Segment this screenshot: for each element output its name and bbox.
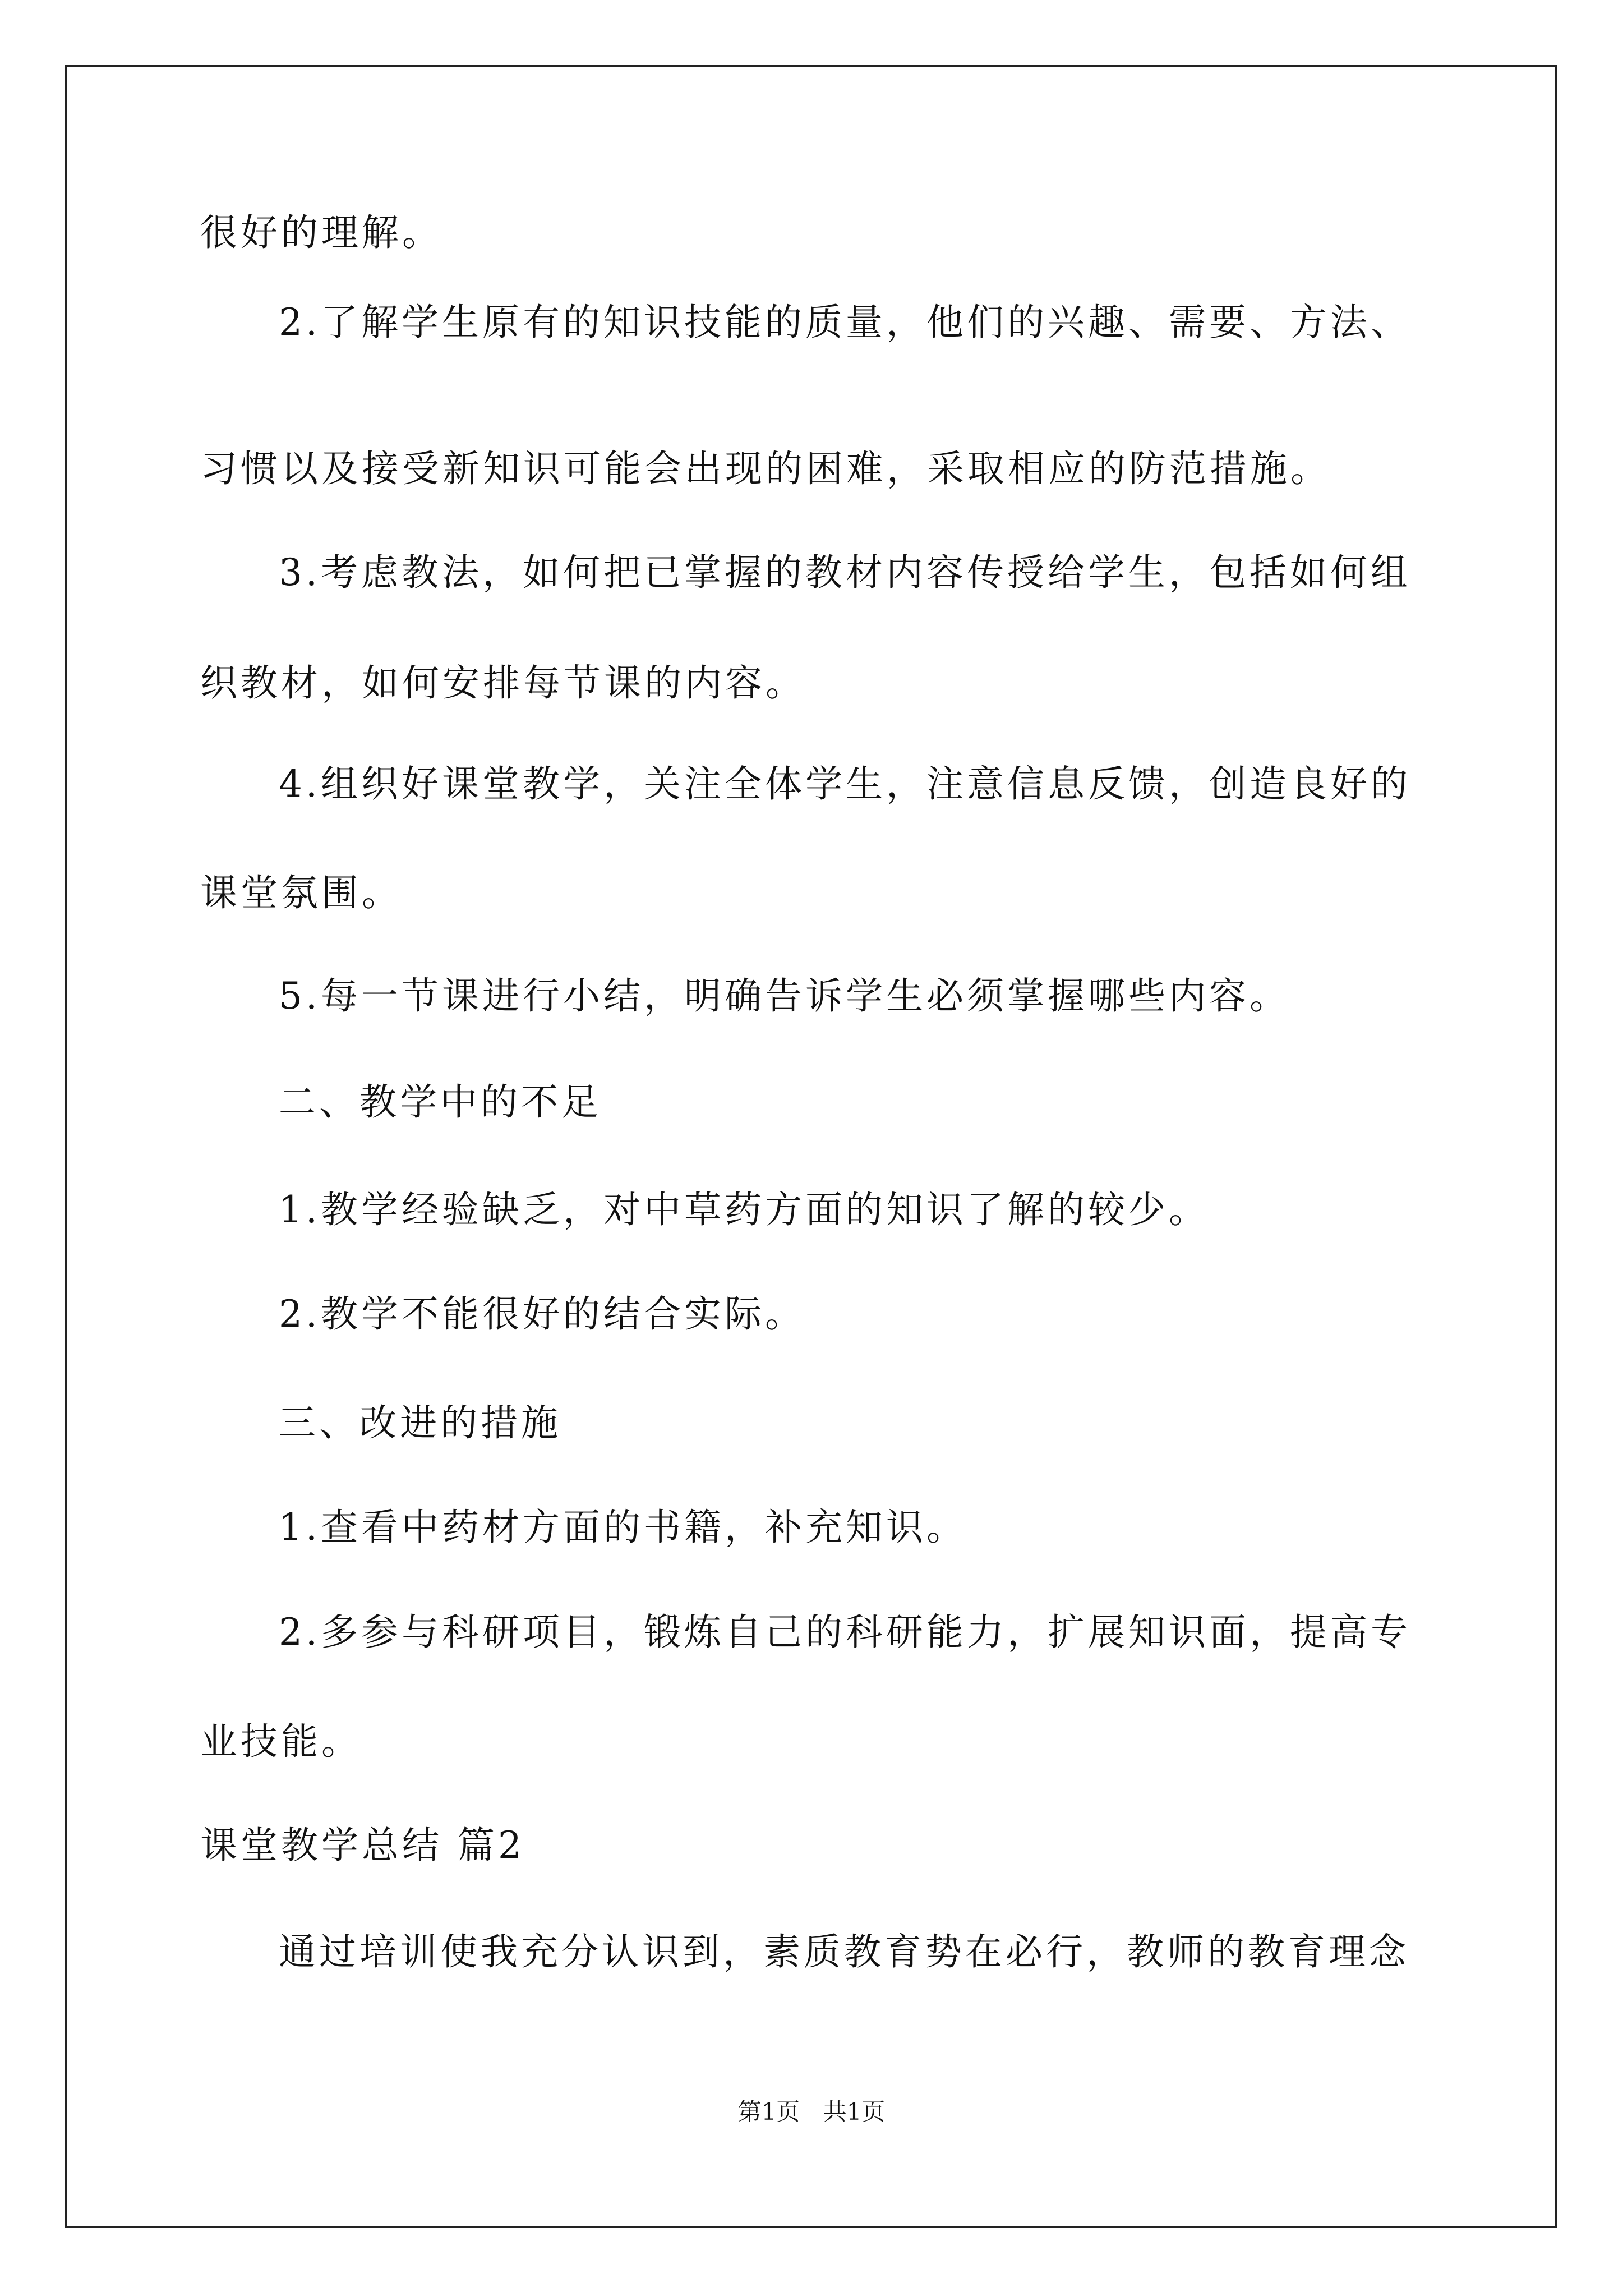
text-line: 很好的理解。 <box>200 211 442 254</box>
section-heading: 三、改进的措施 <box>279 1401 561 1444</box>
text-line: 通过培训使我充分认识到，素质教育势在必行，教师的教育理念 <box>279 1930 1409 1973</box>
text-line: 3.考虑教法，如何把已掌握的教材内容传授给学生，包括如何组 <box>279 551 1411 594</box>
text-line: 织教材，如何安排每节课的内容。 <box>200 661 806 705</box>
text-line: 5.每一节课进行小结，明确告诉学生必须掌握哪些内容。 <box>279 974 1290 1018</box>
page-total: 共1页 <box>823 2098 886 2125</box>
text-line: 课堂氛围。 <box>200 871 402 914</box>
text-line: 2.了解学生原有的知识技能的质量，他们的兴趣、需要、方法、 <box>279 301 1411 344</box>
text-line: 1.教学经验缺乏，对中草药方面的知识了解的较少。 <box>279 1188 1209 1231</box>
text-line: 2.多参与科研项目，锻炼自己的科研能力，扩展知识面，提高专 <box>279 1611 1411 1654</box>
text-line: 习惯以及接受新知识可能会出现的困难，采取相应的防范措施。 <box>200 447 1331 490</box>
page-border <box>65 65 1557 2228</box>
text-line: 业技能。 <box>200 1720 362 1763</box>
page-footer <box>0 2098 1623 2126</box>
text-line: 1.查看中药材方面的书籍，补充知识。 <box>279 1506 967 1549</box>
page-number: 第1页 <box>737 2098 800 2125</box>
article-title: 课堂教学总结 篇2 <box>200 1824 525 1867</box>
section-heading: 二、教学中的不足 <box>279 1080 602 1124</box>
text-line: 4.组织好课堂教学，关注全体学生，注意信息反馈，创造良好的 <box>279 762 1411 806</box>
text-line: 2.教学不能很好的结合实际。 <box>279 1292 805 1336</box>
